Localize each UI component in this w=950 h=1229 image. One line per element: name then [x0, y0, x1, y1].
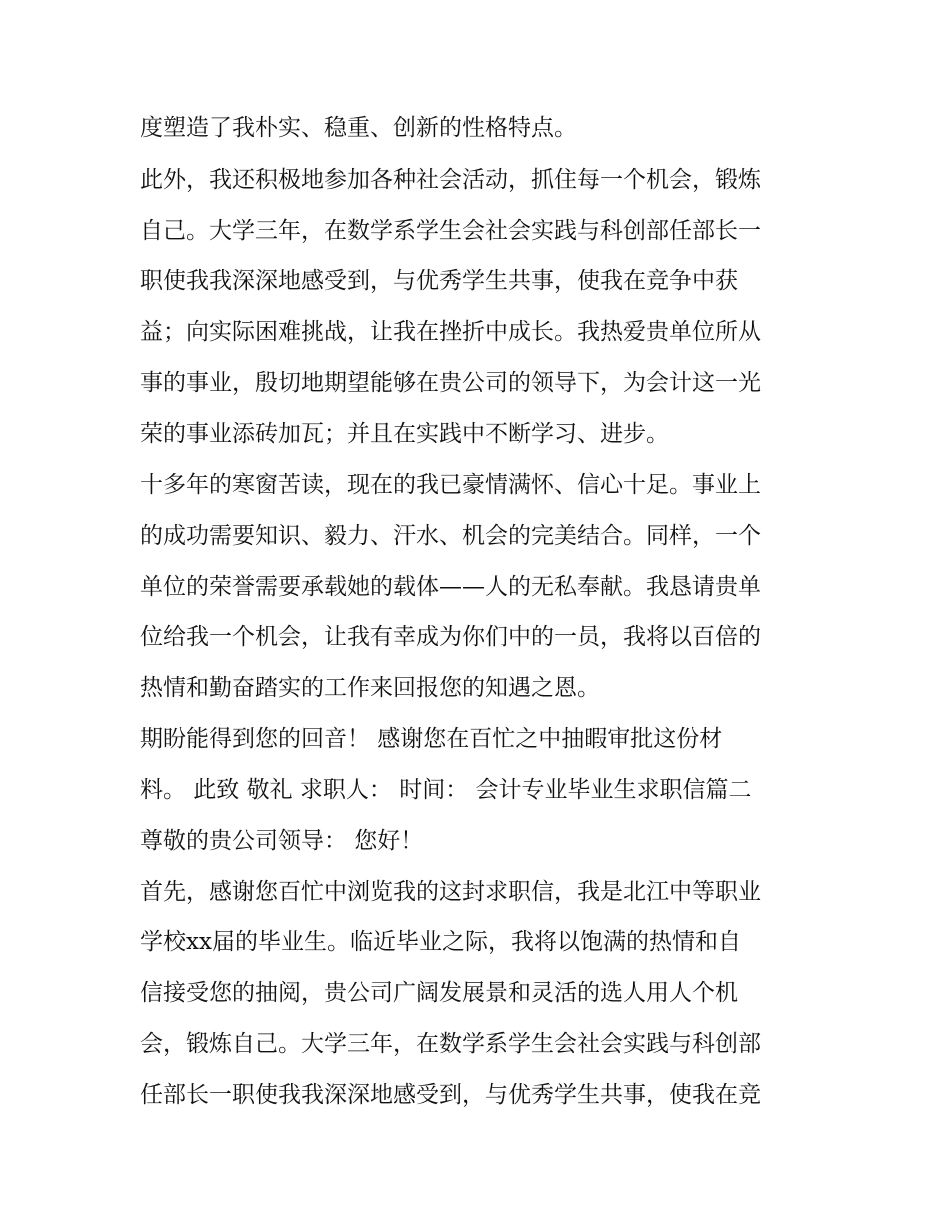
text-line: 会，锻炼自己。大学三年，在数学系学生会社会实践与科创部 — [140, 1031, 761, 1057]
text-line: 期盼能得到您的回音！ 感谢您在百忙之中抽暇审批这份材 — [140, 726, 723, 752]
text-line: 益；向实际困难挑战，让我在挫折中成长。我热爱贵单位所从 — [140, 319, 761, 345]
text-line: 自己。大学三年，在数学系学生会社会实践与科创部任部长一 — [140, 218, 761, 244]
text-line: 度塑造了我朴实、稳重、创新的性格特点。 — [140, 115, 577, 141]
text-line: 十多年的寒窗苦读，现在的我已豪情满怀、信心十足。事业上 — [140, 472, 761, 498]
text-line: 任部长一职使我我深深地感受到，与优秀学生共事，使我在竞 — [140, 1082, 761, 1108]
text-line: 位给我一个机会，让我有幸成为你们中的一员，我将以百倍的 — [140, 624, 761, 650]
text-line: 学校xx届的毕业生。临近毕业之际，我将以饱满的热情和自 — [140, 929, 741, 955]
text-line: 的成功需要知识、毅力、汗水、机会的完美结合。同样，一个 — [140, 523, 761, 549]
text-line: 料。 此致 敬礼 求职人： 时间： 会计专业毕业生求职信篇二 — [140, 777, 752, 803]
text-line: 尊敬的贵公司领导： 您好！ — [140, 828, 424, 854]
text-line: 此外，我还积极地参加各种社会活动，抓住每一个机会，锻炼 — [140, 167, 761, 193]
text-line: 荣的事业添砖加瓦；并且在实践中不断学习、进步。 — [140, 421, 669, 447]
text-line: 职使我我深深地感受到，与优秀学生共事，使我在竞争中获 — [140, 268, 738, 294]
text-line: 单位的荣誉需要承载她的载体——人的无私奉献。我恳请贵单 — [140, 574, 761, 600]
text-line: 热情和勤奋踏实的工作来回报您的知遇之恩。 — [140, 675, 600, 701]
text-line: 信接受您的抽阅，贵公司广阔发展景和灵活的选人用人个机 — [140, 980, 738, 1006]
text-line: 事的事业，殷切地期望能够在贵公司的领导下，为会计这一光 — [140, 370, 761, 396]
text-line: 首先，感谢您百忙中浏览我的这封求职信，我是北江中等职业 — [140, 879, 761, 905]
